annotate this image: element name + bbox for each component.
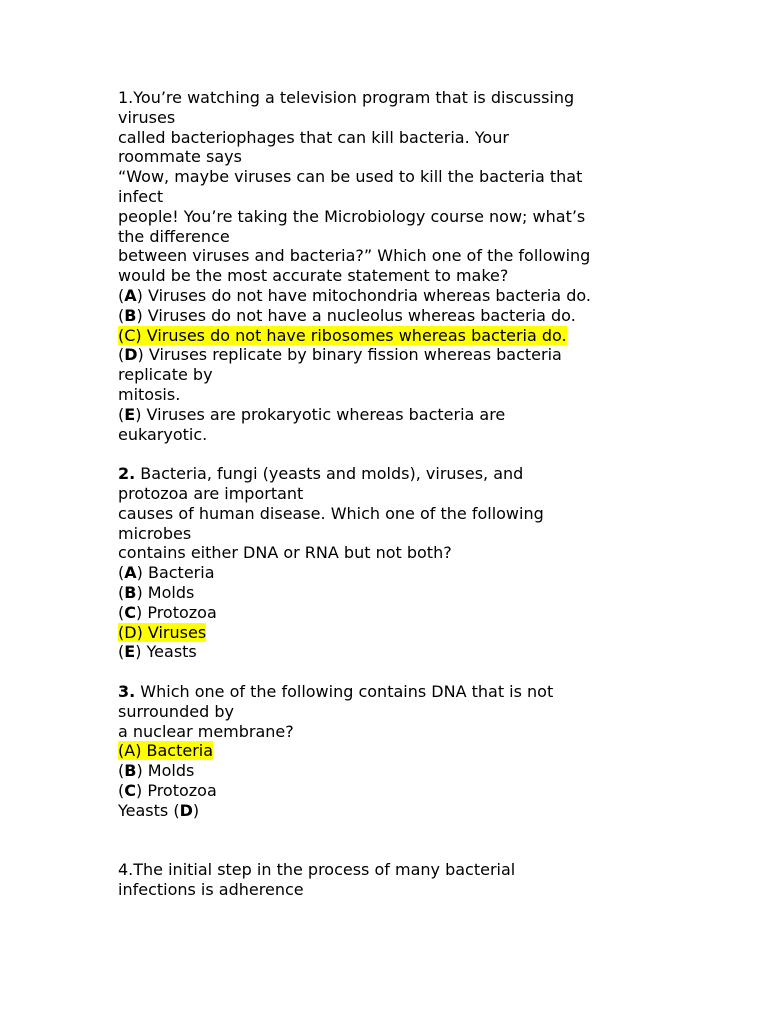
question-2-option-c: (C) Protozoa: [118, 602, 217, 622]
question-4: [118, 860, 678, 900]
question-2-option-b: (B) Molds: [118, 582, 195, 602]
option-text: Yeasts (: [118, 800, 180, 820]
question-3-option-d: [118, 801, 678, 821]
question-1-text-line: the difference: [118, 226, 230, 246]
question-1-text-line: roommate says: [118, 147, 242, 167]
question-2-option-a: (A) Bacteria: [118, 563, 215, 583]
question-2-option-e: (E) Yeasts: [118, 642, 197, 662]
question-1-option-e: (E) Viruses are prokaryotic whereas bacteria are: [118, 404, 506, 424]
highlighted-answer: (C) Viruses do not have ribosomes whereas bacteria do.: [118, 325, 567, 345]
option-text: Viruses replicate by binary fission whereas bacteria: [143, 345, 562, 365]
question-3: [118, 682, 678, 821]
question-2-text-line: causes of human disease. Which one of the following: [118, 503, 544, 523]
spacer: [118, 662, 678, 682]
question-number: 3.: [118, 681, 136, 701]
question-2-text-line: microbes: [118, 523, 192, 543]
option-text: Viruses do not have mitochondria whereas bacteria do.: [142, 285, 591, 305]
question-number: 2.: [118, 464, 136, 484]
question-1-option-d-cont: mitosis.: [118, 384, 181, 404]
question-3-first-line: [118, 682, 678, 702]
question-1-text-line: 1.You’re watching a television program that is discussing: [118, 88, 575, 107]
option-letter: D: [124, 345, 138, 365]
question-1-text-line: infect: [118, 186, 164, 206]
option-text: ): [192, 800, 200, 820]
question-1-option-d: (D) Viruses replicate by binary fission whereas bacteria: [118, 345, 562, 365]
question-2-text-line: protozoa are important: [118, 483, 304, 503]
option-letter: B: [124, 761, 137, 781]
spacer: [118, 444, 678, 464]
question-2-first-line: [118, 464, 678, 484]
question-2: [118, 464, 678, 662]
question-3-option-c: (C) Protozoa: [118, 780, 217, 800]
question-4-text-line: 4.The initial step in the process of many bacterial: [118, 860, 516, 880]
question-1-text-line: would be the most accurate statement to make?: [118, 266, 509, 286]
option-text: Protozoa: [142, 780, 217, 800]
option-letter: C: [124, 602, 136, 622]
question-1-option-e-cont: eukaryotic.: [118, 424, 208, 444]
question-2-option-d: [118, 623, 678, 643]
question-3-text-line: a nuclear membrane?: [118, 721, 294, 741]
document-page: [118, 88, 678, 900]
option-letter: B: [124, 305, 137, 325]
spacer: [118, 820, 678, 860]
question-4-text-line: infections is adherence: [118, 879, 304, 899]
option-letter: C: [124, 780, 136, 800]
question-3-text-line: surrounded by: [118, 701, 234, 721]
question-1-option-d-cont: replicate by: [118, 365, 213, 385]
option-text: Protozoa: [142, 602, 217, 622]
option-letter: D: [179, 800, 193, 820]
option-letter: B: [124, 582, 137, 602]
question-1-text-line: called bacteriophages that can kill bacteria. Your: [118, 127, 509, 147]
question-text: Bacteria, fungi (yeasts and molds), viruses, and: [135, 464, 524, 484]
question-1-option-b: (B) Viruses do not have a nucleolus whereas bacteria do.: [118, 305, 576, 325]
question-2-text-line: contains either DNA or RNA but not both?: [118, 543, 452, 563]
option-letter: A: [124, 285, 137, 305]
option-text: Viruses are prokaryotic whereas bacteria are: [141, 404, 506, 424]
question-text: Which one of the following contains DNA that is not: [135, 681, 554, 701]
question-1-text-line: “Wow, maybe viruses can be used to kill the bacteria that: [118, 167, 583, 187]
question-1-option-c: [118, 326, 678, 346]
question-1-option-a: (A) Viruses do not have mitochondria whereas bacteria do.: [118, 285, 591, 305]
option-text: Bacteria: [142, 563, 215, 583]
highlighted-answer: (A) Bacteria: [118, 741, 214, 761]
option-text: Yeasts: [141, 642, 197, 662]
option-letter: E: [124, 404, 136, 424]
question-1-text-line: people! You’re taking the Microbiology course now; what’s: [118, 206, 586, 226]
question-3-option-a: [118, 741, 678, 761]
option-text: Molds: [142, 582, 195, 602]
question-1-text-line: viruses: [118, 107, 176, 127]
option-text: Molds: [142, 761, 195, 781]
question-3-option-b: (B) Molds: [118, 761, 195, 781]
question-1-text-line: between viruses and bacteria?” Which one of the following: [118, 246, 591, 266]
question-1: [118, 88, 678, 444]
option-letter: A: [124, 563, 137, 583]
option-text: Viruses do not have a nucleolus whereas bacteria do.: [142, 305, 576, 325]
highlighted-answer: (D) Viruses: [118, 622, 207, 642]
option-letter: E: [124, 642, 136, 662]
